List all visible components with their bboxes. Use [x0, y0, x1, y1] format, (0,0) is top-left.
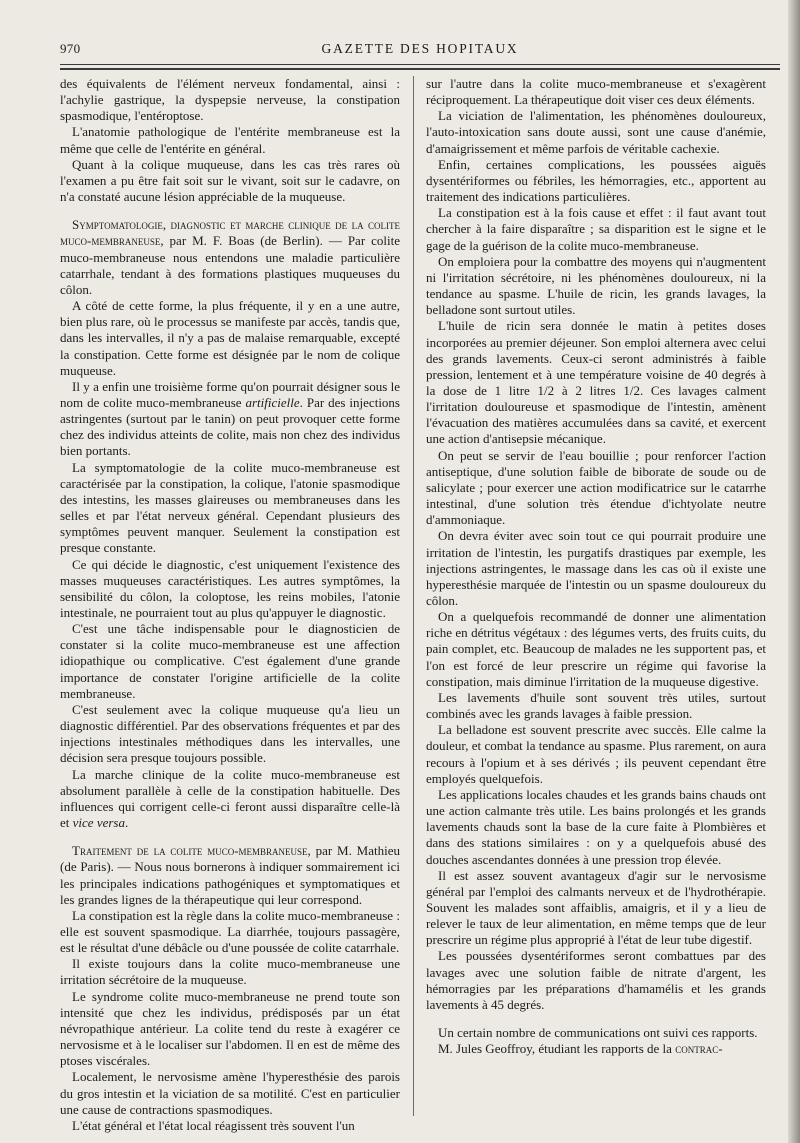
- paragraph: [60, 767, 400, 832]
- left-column: [60, 76, 400, 1134]
- journal-title: GAZETTE DES HOPITAUX: [321, 41, 519, 56]
- paragraph: Les applications locales chaudes et les grands bains chauds ont une action calmante très utile. Les bains prolongés et les grands lavements chauds sont la base de la cure faite à Plombières et dans des stations similaires : on y a quelquefois abusé des douches ascendantes données à une pression trop élevée.: [426, 786, 766, 867]
- section-heading: Symptomatologie, diagnostic et marche clinique de la colite muco-membraneuse: [60, 217, 400, 249]
- paragraph: La symptomatologie de la colite muco-membraneuse est caractérisée par la constipation, la colique, l'atonie spasmodique des intestins, les masses glaireuses ou membraneuses dans les selles et par l'état nerveux général. Cependant plusieurs des symptômes peuvent manquer. Seulement la constipation est presque constante.: [60, 459, 400, 556]
- paragraph: On peut se servir de l'eau bouillie ; pour renforcer l'action antiseptique, d'une solution faible de biborate de soude ou de salicylate ; pour exercer une action modificatrice sur le catarrhe intestinal, d'une solution très étendue d'ichtyolate neutre d'ammoniaque.: [426, 447, 766, 528]
- paragraph: des équivalents de l'élément nerveux fondamental, ainsi : l'achylie gastrique, la dyspepsie nerveuse, la constipation spasmodique, l'entéroptose.: [60, 76, 400, 124]
- paragraph: La belladone est souvent prescrite avec succès. Elle calme la douleur, et combat la tendance au spasme. Plus rarement, on aura recours à l'opium et à ses dérivés ; ils peuvent cependant être employés quelquefois.: [426, 722, 766, 786]
- paragraph: La constipation est à la fois cause et effet : il faut avant tout chercher à la faire disparaître ; sa disparition est le signe et le gage de la guérison de la colite muco-membraneuse.: [426, 205, 766, 253]
- paragraph: C'est seulement avec la colique muqueuse qu'a lieu un diagnostic différentiel. Par des observations fréquentes et par des injections intestinales méthodiques dans les intervalles, une décision sera presque toujours possible.: [60, 701, 400, 766]
- paragraph-text: . Par des injections astringentes (surtout par le tanin) on peut provoquer cette forme chez des individus atteints de colite, mais non chez des individus bien portants.: [60, 394, 400, 459]
- page-edge-shadow: [788, 0, 800, 1143]
- paragraph: Ce qui décide le diagnostic, c'est uniquement l'existence des masses muqueuses caractéristiques. Les autres symptômes, la sensibilité du côlon, la coloptose, les reins mobiles, l'atonie intestinale, ne pourraient tout au plus qu'appuyer le diagnostic.: [60, 556, 400, 620]
- paragraph: La viciation de l'alimentation, les phénomènes douloureux, l'auto-intoxication sans doute aussi, sont une cause d'anémie, d'amaigrissement et même parfois de véritable cachexie.: [426, 108, 766, 156]
- small-caps-text: contrac-: [675, 1041, 723, 1057]
- author-line: , par M. F. Boas (de Berlin). —: [160, 233, 348, 249]
- page-number: 970: [60, 41, 81, 56]
- paragraph: L'anatomie pathologique de l'entérite membraneuse est la même que celle de l'entérite en général.: [60, 124, 400, 156]
- paragraph: On devra éviter avec soin tout ce qui pourrait produire une irritation de l'intestin, les purgatifs drastiques par exemple, les injections astringentes, le massage dans les cas où il existe une hyperesthésie marquée de l'intestin ou un spasme douloureux du côlon.: [426, 528, 766, 608]
- emphasis-text: vice versa: [72, 815, 125, 831]
- author-line: , par M. Mathieu (de Paris). —: [60, 843, 400, 875]
- section-paragraph-mathieu: [60, 843, 400, 908]
- paragraph-text: .: [124, 815, 129, 831]
- paragraph: L'huile de ricin sera donnée le matin à petites doses incorporées au premier déjeuner. Son emploi alternera avec celui des grands lavements. Ceux-ci seront administrés à faible pression, lentement et à une température voisine de 40 degrés à la dose de 1 litre 1/2 à 2 litres 1/2. Ces lavages calment l'irritation douloureuse et spasmodique de l'intestin, amènent l'évacuation des matières accumulées dans sa cavité, et exercent une action d'antisepsie mécanique.: [426, 318, 766, 447]
- paragraph: On emploiera pour la combattre des moyens qui n'augmentent ni l'irritation sécrétoire, ni les phénomènes douloureux, ni la tendance au spasme. L'huile de ricin, les grands lavages, la belladone sont surtout utiles.: [426, 253, 766, 318]
- paragraph: Il est assez souvent avantageux d'agir sur le nervosisme général par l'emploi des calmants nerveux et de l'hydrothérapie. Souvent les malades sont affaiblis, amaigris, et il y a lieu de relever le taux de leur alimentation, en même temps que de leur prescrire un régime plus approprié à l'état de leur tube digestif.: [426, 867, 766, 948]
- paragraph: A côté de cette forme, la plus fréquente, il y en a une autre, bien plus rare, où le processus se manifeste par accès, tandis que, dans les intervalles, il n'y a pas de malaise remarquable, excepté la constipation. Cette forme est désignée par le nom de colique muqueuse.: [60, 298, 400, 378]
- paragraph-text: Par colite muco-membraneuse nous entendons une maladie particulière catarrhale, tendant à des formations plastiques muqueuses du côlon.: [60, 233, 400, 297]
- paragraph: On a quelquefois recommandé de donner une alimentation riche en détritus végétaux : des légumes verts, des fruits cuits, du pain complet, etc. Beaucoup de malades ne les supportent pas, et l'on est forcé de leur prescrire un régime qui favorise la constipation, mais diminue l'irritation de la muqueuse digestive.: [426, 609, 766, 689]
- paragraph: sur l'autre dans la colite muco-membraneuse et s'exagèrent réciproquement. La thérapeutique doit viser ces deux éléments.: [426, 76, 766, 108]
- paragraph: C'est une tâche indispensable pour le diagnosticien de constater si la colite muco-membraneuse est une affection idiopathique ou complicative. C'est également d'une grande importance de constater l'origine artificielle de la colite membraneuse.: [60, 621, 400, 701]
- paragraph: Les poussées dysentériformes seront combattues par des lavages avec une solution faible de nitrate d'argent, les hémorragies par les préparations d'hamamélis et les grands lavements à 45 degrés.: [426, 948, 766, 1012]
- paragraph-text: M. Jules Geoffroy, étudiant les rapports de la: [438, 1041, 676, 1057]
- header-rule-thick: [60, 68, 780, 70]
- section-paragraph-boas: [60, 217, 400, 298]
- paragraph: Quant à la colique muqueuse, dans les cas très rares où l'examen a pu être fait soit sur le vivant, soit sur le cadavre, on n'a constaté aucune lésion appréciable de la muqueuse.: [60, 156, 400, 205]
- paragraph: Le syndrome colite muco-membraneuse ne prend toute son intensité que chez les individus, prédisposés par un état névropathique antérieur. La colite tend du reste à exagérer ce nervosisme et à le localiser sur l'abdomen. Il en est de même des ptoses viscérales.: [60, 988, 400, 1069]
- paragraph: Un certain nombre de communications ont suivi ces rapports.: [438, 1025, 758, 1041]
- column-divider: [413, 76, 414, 1116]
- paragraph: [426, 1041, 766, 1057]
- paragraph: La constipation est la règle dans la colite muco-membraneuse : elle est souvent spasmodique. La diarrhée, toujours passagère, est le résultat d'une débâcle ou d'une poussée de colite catarrhale.: [60, 907, 400, 956]
- emphasis-text: artificielle: [245, 394, 300, 410]
- header-rule: [60, 64, 780, 65]
- paragraph-text: Il y a enfin une troisième forme qu'on pourrait désigner sous le nom de colite muco-membraneuse: [60, 378, 400, 410]
- page-header: [60, 41, 780, 61]
- right-column: [426, 76, 766, 1057]
- paragraph: [60, 379, 400, 460]
- paragraph: Les lavements d'huile sont souvent très utiles, surtout combinés avec les grands lavages à faible pression.: [426, 689, 766, 722]
- paragraph: Il existe toujours dans la colite muco-membraneuse une irritation sécrétoire de la muqueuse.: [60, 956, 400, 988]
- paragraph-text: La marche clinique de la colite muco-membraneuse est absolument parallèle à celle de la constipation habituelle. Des influences qui corrigent celle-ci feront aussi disparaître celle-là et: [60, 766, 400, 831]
- paragraph: L'état général et l'état local réagissent très souvent l'un: [72, 1117, 355, 1133]
- paragraph-text: Nous nous bornerons à indiquer sommairement ici les principales indications pathogéniques et symptomatiques et les grandes lignes de la thérapeutique qui leur correspond.: [60, 859, 400, 907]
- paragraph: Localement, le nervosisme amène l'hyperesthésie des parois du gros intestin et la viciation de sa motilité. C'est en particulier une cause de contractions spasmodiques.: [60, 1069, 400, 1117]
- paragraph: Enfin, certaines complications, les poussées aiguës dysentériformes ou fébriles, les hémorragies, etc., apportent au traitement des indications particulières.: [426, 156, 766, 205]
- section-heading: Traitement de la colite muco-membraneuse: [72, 843, 308, 859]
